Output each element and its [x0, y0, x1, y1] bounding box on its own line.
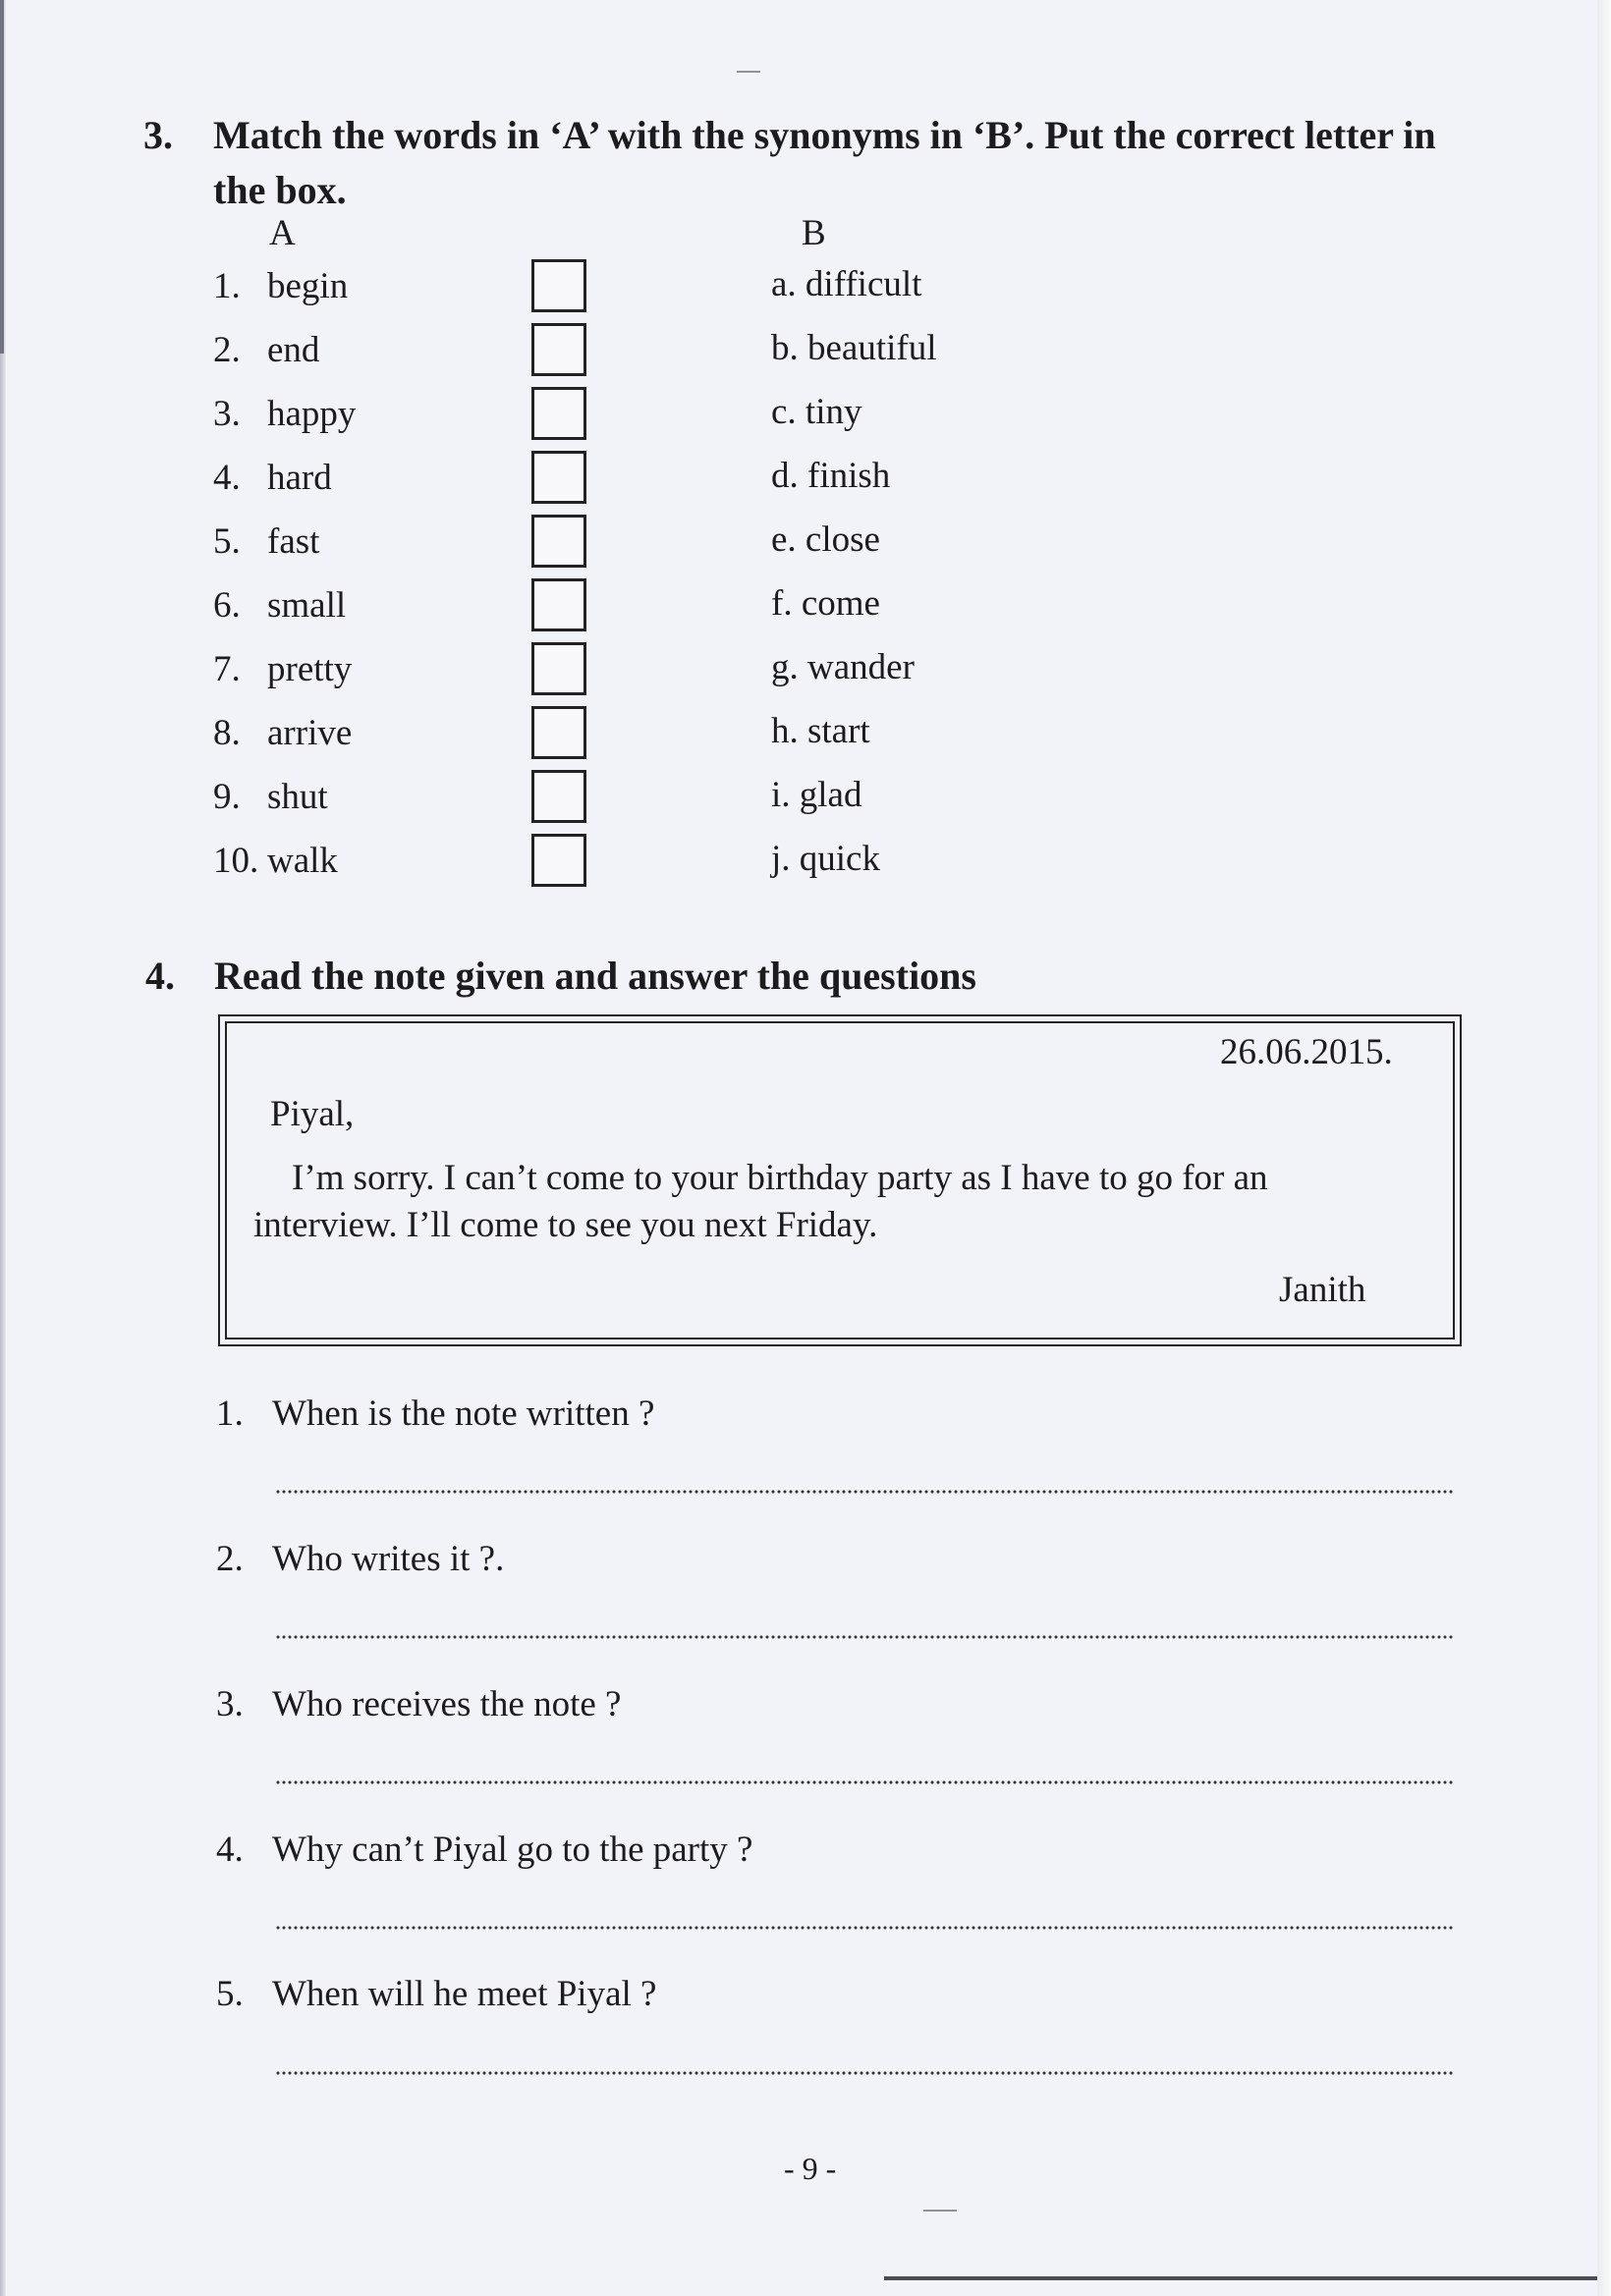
column-a-number: 10. — [213, 841, 259, 881]
column-a-word: hard — [267, 458, 332, 498]
match-row — [0, 387, 1611, 448]
column-b-synonym: g. wander — [771, 647, 915, 687]
match-row — [0, 451, 1611, 512]
column-a-word: fast — [267, 521, 320, 562]
column-a-number: 6. — [213, 585, 241, 626]
column-a-word: happy — [267, 394, 357, 434]
scan-mark — [923, 2210, 957, 2212]
match-row — [0, 706, 1611, 767]
column-b-synonym: d. finish — [771, 456, 891, 496]
column-a-heading: A — [269, 213, 296, 253]
question-3-number: 3. — [143, 113, 173, 157]
question-number: 2. — [216, 1539, 244, 1579]
column-a-number: 7. — [213, 649, 241, 689]
page-bottom-edge — [884, 2276, 1597, 2280]
question-text: Why can’t Piyal go to the party ? — [272, 1830, 753, 1870]
column-a-word: end — [267, 330, 320, 370]
question-text: When will he meet Piyal ? — [272, 1974, 657, 2014]
question-4-instruction: Read the note given and answer the questions — [214, 954, 976, 998]
answer-box[interactable] — [531, 706, 586, 759]
question-number: 5. — [216, 1974, 244, 2014]
column-a-number: 5. — [213, 521, 241, 562]
note-salutation: Piyal, — [270, 1094, 355, 1134]
match-row — [0, 770, 1611, 831]
column-b-synonym: a. difficult — [771, 264, 922, 304]
question-text: When is the note written ? — [272, 1394, 655, 1434]
answer-line[interactable] — [275, 1780, 1454, 1784]
question-text: Who writes it ?. — [272, 1539, 505, 1579]
answer-box[interactable] — [531, 578, 586, 631]
question-text: Who receives the note ? — [272, 1684, 622, 1724]
column-a-number: 3. — [213, 394, 241, 434]
column-a-number: 8. — [213, 713, 241, 753]
match-row — [0, 642, 1611, 703]
answer-box[interactable] — [531, 515, 586, 568]
column-a-word: small — [267, 585, 347, 626]
match-row — [0, 578, 1611, 639]
match-row — [0, 259, 1611, 320]
answer-line[interactable] — [275, 2071, 1454, 2075]
column-b-heading: B — [802, 213, 826, 253]
answer-box[interactable] — [531, 642, 586, 695]
answer-line[interactable] — [275, 1635, 1454, 1639]
answer-box[interactable] — [531, 770, 586, 823]
column-a-word: shut — [267, 777, 328, 817]
match-row — [0, 323, 1611, 384]
question-number: 1. — [216, 1394, 244, 1434]
note-signature: Janith — [1279, 1270, 1366, 1310]
note-body-line-2: interview. I’ll come to see you next Friday. — [253, 1205, 878, 1245]
column-a-number: 1. — [213, 266, 241, 306]
note-date: 26.06.2015. — [1220, 1032, 1393, 1072]
match-row — [0, 515, 1611, 575]
question-number: 3. — [216, 1684, 244, 1724]
answer-box[interactable] — [531, 451, 586, 504]
question-4-number: 4. — [145, 954, 175, 998]
question-3-instruction: Match the words in ‘A’ with the synonyms in ‘B’. Put the correct letter in the box. — [213, 113, 1436, 212]
column-a-word: arrive — [267, 713, 353, 753]
answer-box[interactable] — [531, 323, 586, 376]
column-a-word: begin — [267, 266, 349, 306]
answer-box[interactable] — [531, 387, 586, 440]
scan-mark — [737, 71, 760, 73]
column-b-synonym: j. quick — [771, 839, 880, 879]
question-number: 4. — [216, 1830, 244, 1870]
answer-line[interactable] — [275, 1926, 1454, 1930]
answer-box[interactable] — [531, 259, 586, 312]
column-b-synonym: h. start — [771, 711, 870, 751]
note-body-line-1: I’m sorry. I can’t come to your birthday party as I have to go for an — [292, 1158, 1268, 1198]
column-a-word: pretty — [267, 649, 353, 689]
column-b-synonym: b. beautiful — [771, 328, 937, 368]
match-row — [0, 834, 1611, 895]
answer-line[interactable] — [275, 1490, 1454, 1494]
column-a-number: 4. — [213, 458, 241, 498]
column-a-word: walk — [267, 841, 338, 881]
column-a-number: 2. — [213, 330, 241, 370]
answer-box[interactable] — [531, 834, 586, 887]
column-b-synonym: c. tiny — [771, 392, 862, 432]
column-b-synonym: i. glad — [771, 775, 862, 815]
column-b-synonym: e. close — [771, 519, 880, 560]
column-b-synonym: f. come — [771, 583, 880, 624]
column-a-number: 9. — [213, 777, 241, 817]
page-number: - 9 - — [784, 2151, 837, 2186]
